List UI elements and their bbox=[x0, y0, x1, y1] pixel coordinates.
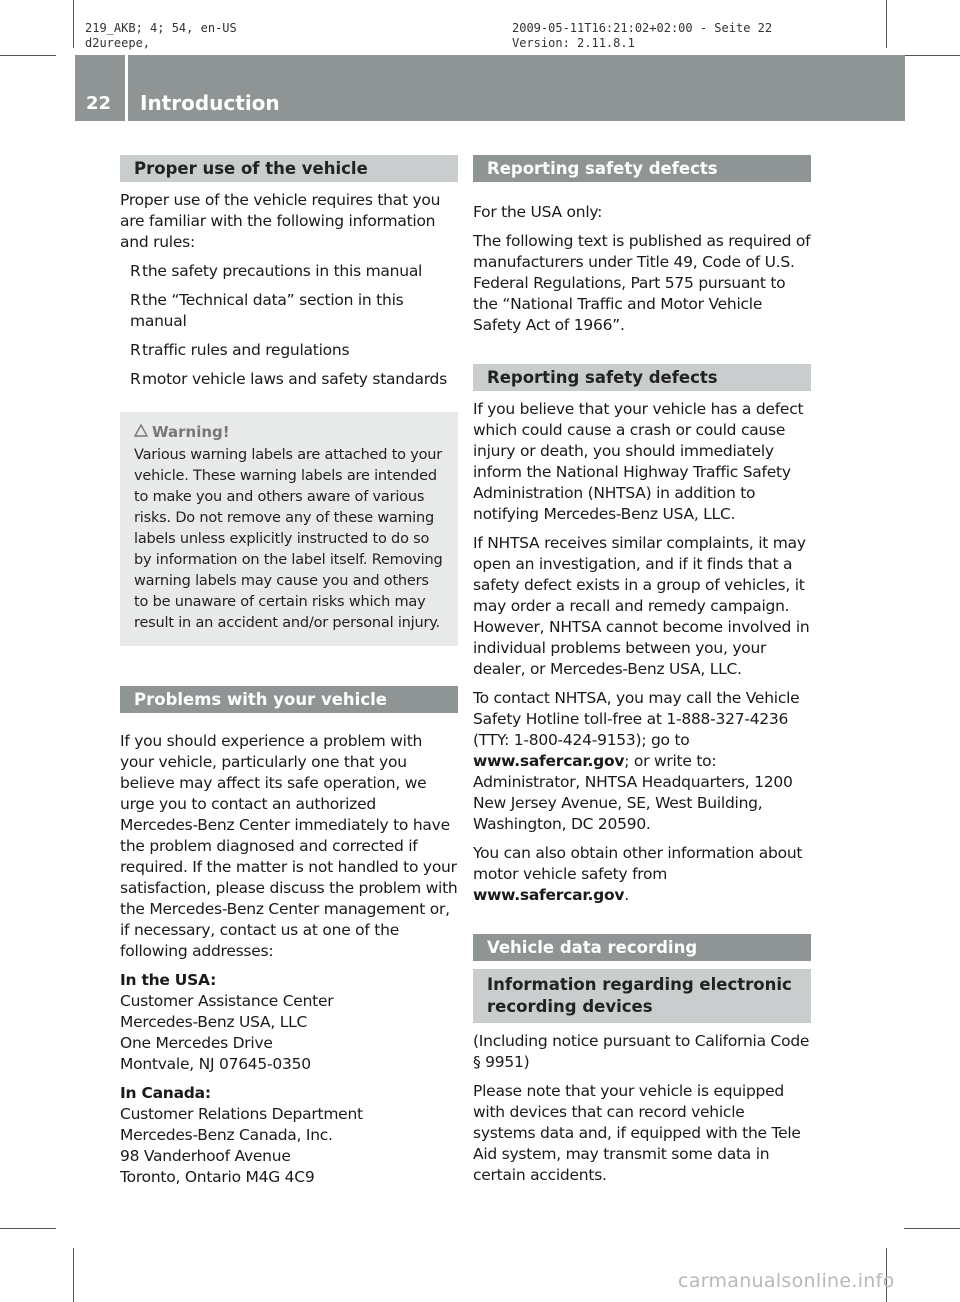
warning-title: Warning! bbox=[152, 423, 230, 441]
usa-only-text: For the USA only: bbox=[473, 203, 603, 221]
crop-mark bbox=[73, 1248, 74, 1302]
bullet-mark: R bbox=[130, 341, 141, 359]
bullet-text: the safety precautions in this manual bbox=[142, 262, 423, 280]
crop-mark bbox=[904, 55, 960, 56]
print-meta-left bbox=[85, 21, 237, 51]
reporting-p2: If NHTSA receives similar complaints, it may open an investigation, and if it finds that a safety defect exists in a group of vehicles, it may order a recall and remedy campaign. However, NHTSA cannot become involved in individual problems between you, your dealer, or Mercedes-Benz USA, LLC. bbox=[473, 534, 810, 678]
bullet-mark: R bbox=[130, 370, 141, 388]
bullet-text: the “Technical data” section in this manual bbox=[130, 291, 404, 330]
crop-mark bbox=[886, 0, 887, 48]
meta-line: 2009-05-11T16:21:02+02:00 - Seite 22 bbox=[512, 21, 773, 35]
bullet-item bbox=[120, 290, 458, 332]
meta-line: 219_AKB; 4; 54, en-US bbox=[85, 21, 237, 35]
heading-problems: Problems with your vehicle bbox=[120, 686, 458, 713]
bullet-item bbox=[120, 369, 458, 390]
left-column bbox=[120, 155, 458, 1188]
bullet-item bbox=[120, 340, 458, 361]
bullet-mark: R bbox=[130, 262, 141, 280]
heading-reporting-sub: Reporting safety defects bbox=[473, 364, 811, 391]
bullet-text: motor vehicle laws and safety standards bbox=[142, 370, 447, 388]
bullet-text: traffic rules and regulations bbox=[142, 341, 350, 359]
p3-text: ; or write to: Administrator, NHTSA Headquarters, 1200 New Jersey Avenue, SE, West Building, Washington, DC 20590. bbox=[473, 752, 793, 833]
safercar-link[interactable]: www.safercar.gov bbox=[473, 886, 625, 904]
meta-line: Version: 2.11.8.1 bbox=[512, 36, 635, 50]
address-line: Toronto, Ontario M4G 4C9 bbox=[120, 1168, 315, 1186]
p4-text: You can also obtain other information about motor vehicle safety from bbox=[473, 844, 803, 883]
usa-label: In the USA: bbox=[120, 971, 217, 989]
canada-label: In Canada: bbox=[120, 1084, 211, 1102]
address-line: Customer Relations Department bbox=[120, 1105, 363, 1123]
right-column bbox=[473, 155, 811, 1186]
heading-electronic-devices: Information regarding electronic recording devices bbox=[473, 969, 811, 1023]
vehicle-data-p1: (Including notice pursuant to California Code § 9951) bbox=[473, 1032, 810, 1071]
p3-text: To contact NHTSA, you may call the Vehicle Safety Hotline toll-free at 1-888-327-4236 (TTY: 1-800-424-9153); go to bbox=[473, 689, 800, 749]
heading-vehicle-data: Vehicle data recording bbox=[473, 934, 811, 961]
address-line: One Mercedes Drive bbox=[120, 1034, 273, 1052]
usa-address bbox=[120, 970, 458, 1075]
address-line: Montvale, NJ 07645-0350 bbox=[120, 1055, 311, 1073]
canada-address bbox=[120, 1083, 458, 1188]
reporting-p4 bbox=[473, 843, 811, 906]
safercar-link[interactable]: www.safercar.gov bbox=[473, 752, 625, 770]
address-line: Customer Assistance Center bbox=[120, 992, 334, 1010]
watermark: carmanualsonline.info bbox=[678, 1270, 895, 1292]
reporting-p1: If you believe that your vehicle has a defect which could cause a crash or could cause injury or death, you should immediately inform the National Highway Traffic Safety Administration (NHTSA) in addition to notifying Mercedes-Benz USA, LLC. bbox=[473, 400, 804, 523]
crop-mark bbox=[73, 0, 74, 48]
crop-mark bbox=[904, 1228, 960, 1229]
crop-mark bbox=[0, 1228, 56, 1229]
p4-text: . bbox=[624, 886, 629, 904]
warning-box bbox=[120, 412, 458, 646]
warning-text: Various warning labels are attached to your vehicle. These warning labels are intended to make you and others aware of various risks. Do not remove any of these warning labels unless explicitly instructed to do so by information on the label itself. Removing warning labels may cause you and others to be unaware of certain risks which may result in an accident and/or personal injury. bbox=[134, 447, 443, 631]
crop-mark bbox=[0, 55, 56, 56]
reporting-main-text: The following text is published as required of manufacturers under Title 49, Code of U.S. Federal Regulations, Part 575 pursuant to the “National Traffic and Motor Vehicle Safety Act of 1966”. bbox=[473, 232, 811, 334]
meta-line: d2ureepe, bbox=[85, 36, 151, 50]
proper-use-intro: Proper use of the vehicle requires that you are familiar with the following information and rules: bbox=[120, 191, 441, 251]
bullet-mark: R bbox=[130, 291, 141, 309]
bullet-item bbox=[120, 261, 458, 282]
reporting-p3 bbox=[473, 688, 811, 835]
header-divider bbox=[125, 55, 128, 121]
print-meta-right bbox=[512, 21, 772, 51]
problems-text: If you should experience a problem with your vehicle, particularly one that you believe may affect its safe operation, we urge you to contact an authorized Mercedes-Benz Center immediately to have the problem diagnosed and corrected if required. If the matter is not handled to your satisfaction, please discuss the problem with the Mercedes-Benz Center management or, if necessary, contact us at one of the following addresses: bbox=[120, 732, 458, 960]
section-title: Introduction bbox=[140, 91, 280, 115]
address-line: Mercedes-Benz USA, LLC bbox=[120, 1013, 308, 1031]
page-number: 22 bbox=[86, 93, 112, 114]
vehicle-data-p2: Please note that your vehicle is equipped with devices that can record vehicle systems data and, if equipped with the Tele Aid system, may transmit some data in certain accidents. bbox=[473, 1082, 801, 1184]
address-line: Mercedes-Benz Canada, Inc. bbox=[120, 1126, 333, 1144]
warning-triangle-icon bbox=[134, 422, 152, 442]
heading-proper-use: Proper use of the vehicle bbox=[120, 155, 458, 182]
address-line: 98 Vanderhoof Avenue bbox=[120, 1147, 291, 1165]
heading-reporting-main: Reporting safety defects bbox=[473, 155, 811, 182]
